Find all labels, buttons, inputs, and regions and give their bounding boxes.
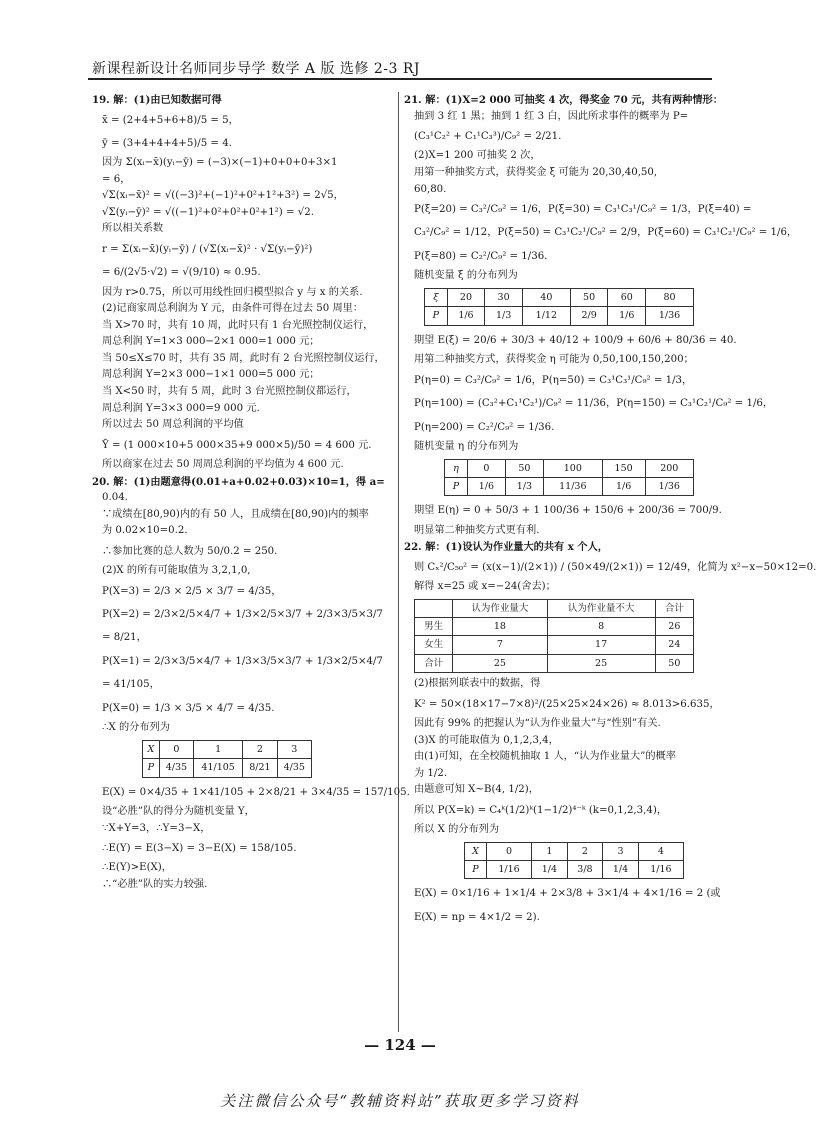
text-line: P(η=200) = C₂²/C₉² = 1/36.: [414, 421, 555, 433]
table-cell: 4/35: [159, 759, 193, 777]
table-cell: 24: [655, 636, 693, 654]
text-line: 由题意可知 X~B(4, 1/2)，: [414, 784, 539, 796]
table-cell: 30: [485, 288, 523, 306]
table-cell: 8/21: [243, 759, 277, 777]
text-line: 随机变量 ξ 的分布列为: [414, 270, 518, 282]
table-cell: 0: [159, 740, 193, 758]
table-cell: P: [445, 477, 468, 495]
text-line: = 41/105，: [102, 679, 160, 691]
text-line: E(X) = np = 4×1/2 = 2).: [414, 911, 540, 923]
table-row: [425, 307, 694, 325]
table-cell: 4: [638, 842, 683, 860]
table-cell: 4/35: [277, 759, 311, 777]
table-cell: 40: [522, 288, 570, 306]
table-cell: 1/6: [467, 477, 505, 495]
q22-text-part3: [404, 882, 721, 929]
text-line: 为 0.02×10=0.2.: [102, 525, 188, 537]
table-cell: 150: [602, 459, 645, 477]
text-line: 当 X>70 时，共有 10 周，此时只有 1 台光照控制仪运行，: [102, 319, 374, 331]
column-divider: [398, 92, 399, 1032]
text-line: 解得 x=25 或 x=−24(舍去)；: [414, 581, 556, 593]
text-line: 周总利润 Y=1×3 000−2×1 000=1 000 元；: [102, 336, 320, 348]
table-cell: X: [465, 842, 487, 860]
text-line: 因为 r>0.75，所以可用线性回归模型拟合 y 与 x 的关系.: [102, 286, 363, 298]
table-cell: 1/16: [638, 861, 683, 879]
text-line: 因为 Σ(xᵢ−x̄)(yᵢ−ȳ) = (−3)×(−1)+0+0+0+3×1: [102, 157, 338, 169]
text-line: P(ξ=80) = C₂²/C₉² = 1/36.: [414, 250, 548, 262]
table-x-binomial: [464, 842, 684, 880]
text-line: 因此有 99% 的把握认为“认为作业量大”与“性别”有关.: [414, 718, 661, 730]
text-line: 为 1/2.: [414, 767, 448, 779]
table-cell: 25: [453, 654, 547, 672]
table-cell: 1/6: [602, 477, 645, 495]
q21-text-part1: [404, 92, 798, 285]
table-row: [415, 654, 694, 672]
q21-q22-text: [404, 499, 816, 595]
text-line: 期望 E(η) = 0 + 50/3 + 1 100/36 + 150/6 + 200/36 = 700/9.: [414, 505, 722, 517]
text-line: 60,80.: [414, 183, 447, 195]
right-column: [404, 92, 816, 1037]
table-row: [465, 861, 684, 879]
text-line: 明显第二种抽奖方式更有利.: [414, 524, 540, 536]
text-line: (2)根据列联表中的数据，得: [414, 678, 541, 690]
q21-text-part2: [404, 329, 774, 456]
table-cell: 0: [486, 842, 531, 860]
text-line: P(η=100) = (C₃²+C₁¹C₂¹)/C₉² = 11/36，P(η=150) = C₃¹C₂¹/C₉² = 1/6，: [414, 398, 774, 410]
text-line: ∴E(Y)>E(X)，: [102, 862, 172, 874]
left-solution-text-after: [92, 781, 410, 894]
text-line: 所以商家在过去 50 周周总利润的平均值为 4 600 元.: [102, 459, 344, 470]
text-line: P(X=2) = 2/3×2/5×4/7 + 1/3×2/5×3/7 + 2/3×3/5×3/7: [102, 609, 383, 620]
text-line: ∴参加比赛的总人数为 50/0.2 = 250.: [102, 545, 278, 557]
text-line: E(X) = 0×1/16 + 1×1/4 + 2×3/8 + 3×1/4 + 4×1/16 = 2 (或: [414, 888, 721, 900]
text-line: ∵成绩在[80,90)内的有 50 人，且成绩在[80,90)内的频率: [102, 508, 369, 520]
page-header: 新课程新设计名师同步导学 数学 A 版 选修 2-3 RJ: [92, 61, 421, 77]
table-cell: 11/36: [543, 477, 602, 495]
table-cell: η: [445, 459, 468, 477]
table-cell: 1: [532, 842, 568, 860]
table-cell: 2: [567, 842, 603, 860]
table-cell: 认为作业量不大: [547, 599, 655, 617]
table-x-distribution: [142, 740, 312, 778]
text-line: (2)记商家周总利润为 Y 元，由条件可得在过去 50 周里：: [102, 303, 364, 315]
text-line: P(X=0) = 1/3 × 3/5 × 4/7 = 4/35.: [102, 702, 275, 714]
text-line: = 8/21，: [102, 632, 147, 644]
text-line: 抽到 3 红 1 黑；抽到 1 红 3 白，因此所求事件的概率为 P=: [414, 110, 689, 122]
q22-text-part2: [404, 676, 720, 839]
text-line: √Σ(yᵢ−ȳ)² = √((−1)²+0²+0²+0²+1²) = √2.: [102, 206, 314, 218]
text-line: √Σ(xᵢ−x̄)² = √((−3)²+(−1)²+0²+1²+3²) = 2√5，: [102, 190, 344, 202]
left-solution-text: [92, 92, 392, 737]
table-cell: 8: [547, 618, 655, 636]
text-line: (2)X 的所有可能取值为 3,2,1,0,: [102, 565, 251, 577]
text-line: ∵X+Y=3，∴Y=3−X，: [102, 822, 211, 834]
table-cell: 1/36: [645, 477, 693, 495]
table-cell: 2: [243, 740, 277, 758]
table-row: [465, 842, 684, 860]
text-line: = 6，: [102, 173, 131, 185]
text-line: 所以 X 的分布列为: [414, 824, 500, 836]
text-line: 用第二种抽奖方式，获得奖金 η 可能为 0,50,100,150,200；: [414, 354, 694, 366]
table-row: [415, 618, 694, 636]
table-cell: 1/4: [603, 861, 639, 879]
text-line: 所以 P(X=k) = C₄ᵏ(1/2)ᵏ(1−1/2)⁴⁻ᵏ (k=0,1,2,3,4)，: [414, 804, 668, 816]
text-line: ∴X 的分布列为: [102, 722, 170, 734]
text-line: Ȳ = (1 000×10+5 000×35+9 000×5)/50 = 4 600 元.: [102, 439, 372, 451]
footer-note: 关注微信公众号“教辅资料站”获取更多学习资料: [220, 1092, 580, 1110]
table-cell: X: [143, 740, 160, 758]
table-row: [425, 288, 694, 306]
text-line: P(ξ=20) = C₃²/C₉² = 1/6，P(ξ=30) = C₃¹C₃¹/C₉² = 1/3，P(ξ=40) =: [414, 204, 752, 216]
table-cell: 20: [447, 288, 485, 306]
table-cell: 1/4: [532, 861, 568, 879]
text-line: E(X) = 0×4/35 + 1×41/105 + 2×8/21 + 3×4/35 = 157/105.: [102, 786, 410, 798]
text-line: 当 X<50 时，共有 5 周，此时 3 台光照控制仪都运行，: [102, 386, 357, 397]
text-line: 用第一种抽奖方式，获得奖金 ξ 可能为 20,30,40,50,: [414, 167, 658, 178]
left-column: [92, 92, 410, 1037]
table-cell: 50: [570, 288, 608, 306]
header-rule: [88, 78, 712, 80]
text-line: P(X=1) = 2/3×3/5×4/7 + 1/3×3/5×3/7 + 1/3×2/5×4/7: [102, 655, 383, 667]
text-line: 所以过去 50 周总利润的平均值: [102, 419, 244, 431]
table-cell: 1/3: [505, 477, 543, 495]
table-cell: 200: [645, 459, 693, 477]
text-line: 20. 解：(1)由题意得(0.01+a+0.02+0.03)×10=1，得 a=: [92, 475, 385, 488]
text-line: 当 50≤X≤70 时，共有 35 周，此时有 2 台光照控制仪运行，: [102, 352, 385, 364]
text-line: P(η=0) = C₃²/C₉² = 1/6，P(η=50) = C₃¹C₃¹/C₉² = 1/3，: [414, 374, 693, 386]
table-row: [143, 759, 312, 777]
text-line: 期望 E(ξ) = 20/6 + 30/3 + 40/12 + 100/9 + 60/6 + 80/36 = 40.: [414, 334, 737, 346]
text-line: 设“必胜”队的得分为随机变量 Y，: [102, 805, 255, 817]
text-line: P(X=3) = 2/3 × 2/5 × 3/7 = 4/35，: [102, 585, 282, 597]
table-cell: 41/105: [194, 759, 243, 777]
text-line: K² = 50×(18×17−7×8)²/(25×25×24×26) ≈ 8.013>6.635，: [414, 698, 720, 710]
page-number: — 124 —: [364, 1036, 436, 1054]
text-line: C₃²/C₉² = 1/12，P(ξ=50) = C₃¹C₂¹/C₉² = 2/9，P(ξ=60) = C₃¹C₂¹/C₉² = 1/6，: [414, 227, 798, 239]
text-line: r = Σ(xᵢ−x̄)(yᵢ−ȳ) / (√Σ(xᵢ−x̄)² · √Σ(yᵢ−ȳ)²): [102, 244, 313, 255]
text-line: = 6/(2√5·√2) = √(9/10) ≈ 0.95.: [102, 267, 261, 279]
text-line: ∴E(Y) = E(3−X) = 3−E(X) = 158/105.: [102, 843, 297, 855]
table-cell: 18: [453, 618, 547, 636]
table-cell: 合计: [655, 599, 693, 617]
text-line: 22. 解：(1)设认为作业量大的共有 x 个人，: [404, 541, 608, 554]
table-row: [143, 740, 312, 758]
table-cell: 17: [547, 636, 655, 654]
text-line: 随机变量 η 的分布列为: [414, 440, 519, 452]
table-eta-distribution: [444, 459, 694, 497]
table-cell: 1/3: [485, 307, 523, 325]
table-cell: 认为作业量大: [453, 599, 547, 617]
table-cell: 100: [543, 459, 602, 477]
table-cell: [415, 599, 453, 617]
table-cell: 3/8: [567, 861, 603, 879]
table-cell: 3: [277, 740, 311, 758]
table-cell: P: [143, 759, 160, 777]
table-row: [445, 477, 694, 495]
text-line: (C₃¹C₂² + C₁¹C₃³)/C₉² = 2/21.: [414, 131, 562, 143]
table-cell: 80: [646, 288, 694, 306]
table-cell: 1/36: [646, 307, 694, 325]
table-cell: 1/16: [486, 861, 531, 879]
table-cell: 50: [655, 654, 693, 672]
table-cell: P: [465, 861, 487, 879]
table-cell: 1/6: [608, 307, 646, 325]
text-line: 则 Cₓ²/C₅₀² = (x(x−1)/(2×1)) / (50×49/(2×1)) = 12/49，化简为 x²−x−50×12=0.: [414, 561, 816, 573]
text-line: 21. 解：(1)X=2 000 可抽奖 4 次，得奖金 70 元，共有两种情形：: [404, 94, 723, 106]
table-cell: ξ: [425, 288, 448, 306]
table-cell: 女生: [415, 636, 453, 654]
table-cell: 男生: [415, 618, 453, 636]
table-cell: 1: [194, 740, 243, 758]
table-cell: 3: [603, 842, 639, 860]
text-line: 所以相关系数: [102, 223, 164, 235]
text-line: 由(1)可知，在全校随机抽取 1 人，“认为作业量大”的概率: [414, 751, 676, 763]
table-row: [415, 599, 694, 617]
text-line: ȳ = (3+4+4+4+5)/5 = 4.: [102, 137, 232, 149]
text-line: x̄ = (2+4+5+6+8)/5 = 5，: [102, 114, 239, 126]
table-cell: 50: [505, 459, 543, 477]
table-cell: P: [425, 307, 448, 325]
table-cell: 2/9: [570, 307, 608, 325]
table-xi-distribution: [424, 288, 694, 326]
text-line: (2)X=1 200 可抽奖 2 次，: [414, 150, 541, 162]
text-line: 周总利润 Y=3×3 000=9 000 元.: [102, 402, 260, 414]
table-row: [445, 459, 694, 477]
text-line: 周总利润 Y=2×3 000−1×1 000=5 000 元；: [102, 369, 320, 381]
table-cell: 25: [547, 654, 655, 672]
table-cell: 7: [453, 636, 547, 654]
text-line: 19. 解：(1)由已知数据可得: [92, 94, 222, 106]
table-cell: 1/12: [522, 307, 570, 325]
table-cell: 26: [655, 618, 693, 636]
text-line: (3)X 的可能取值为 0,1,2,3,4，: [414, 734, 559, 746]
table-cell: 1/6: [447, 307, 485, 325]
table-cell: 合计: [415, 654, 453, 672]
table-cell: 60: [608, 288, 646, 306]
table-cell: 0: [467, 459, 505, 477]
text-line: 0.04.: [102, 492, 128, 504]
table-row: [415, 636, 694, 654]
table-contingency: [414, 599, 694, 674]
text-line: ∴“必胜”队的实力较强.: [102, 878, 208, 890]
